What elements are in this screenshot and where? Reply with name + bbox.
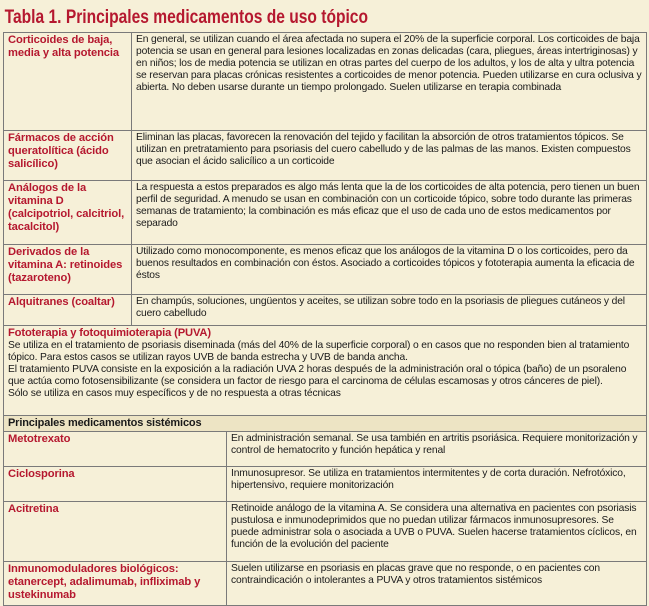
table-row (4, 416, 647, 432)
row-label-biologicos: Inmunomoduladores biológicos: etanercept, adalimumab, infliximab y ustekinumab (4, 562, 227, 606)
table-row (4, 295, 647, 326)
medications-table (3, 32, 647, 606)
row-label-vitamina-d: Análogos de la vitamina D (calcipotriol, calcitriol, tacalcitol) (4, 181, 132, 245)
row-desc-queratoliticos: Eliminan las placas, favorecen la renovación del tejido y facilitan la absorción de otros tratamientos tópicos. Se utilizan en pretratamiento para psoriasis del cuero cabelludo y de las palmas de las manos. Existen compuestos que asocian el ácido salicílico a un corticoide (132, 131, 647, 181)
systemic-section-header: Principales medicamentos sistémicos (4, 416, 647, 432)
table-row (4, 181, 647, 245)
puva-paragraph: Sólo se utiliza en casos muy específicos y de no respuesta a otras técnicas (8, 388, 341, 399)
row-label-acitretina: Acitretina (4, 502, 227, 562)
table-row (4, 562, 647, 606)
row-desc-metotrexato: En administración semanal. Se usa también en artritis psoriásica. Requiere monitorización y control de hematocrito y función hepática y renal (227, 432, 647, 467)
table-row (4, 467, 647, 502)
row-label-alquitranes: Alquitranes (coaltar) (4, 295, 132, 326)
puva-paragraph: Se utiliza en el tratamiento de psoriasis diseminada (más del 40% de la superficie corporal) o en casos que no responden bien al tratamiento tópico. Para estos casos se utilizan rayos UVB de banda estrecha y UVB de banda ancha. (8, 340, 630, 363)
row-label-queratoliticos: Fármacos de acción queratolítica (ácido salicílico) (4, 131, 132, 181)
table-row (4, 502, 647, 562)
row-desc-alquitranes: En champús, soluciones, ungüentos y aceites, se utilizan sobre todo en la psoriasis de pliegues cutáneos y del cuero cabelludo (132, 295, 647, 326)
table-row (4, 33, 647, 131)
row-desc-acitretina: Retinoide análogo de la vitamina A. Se considera una alternativa en pacientes con psoriasis pustulosa e inmunodeprimidos que no puedan utilizar fármacos inmunosupresores. Se puede administrar sola o asociada a UVB o PUVA. Suelen hacerse tratamientos cíclicos, en función de la evolución del paciente (227, 502, 647, 562)
row-label-corticoides: Corticoides de baja, media y alta potencia (4, 33, 132, 131)
row-desc-ciclosporina: Inmunosupresor. Se utiliza en tratamientos intermitentes y de corta duración. Nefrotóxico, hipertensivo, requiere monitorización (227, 467, 647, 502)
puva-paragraph: El tratamiento PUVA consiste en la exposición a la radiación UVA 2 horas después de la administración oral o tópica (baño) de un psoraleno que actúa como fotosensibilizante (se considera un factor de riesgo para el carcinoma de células escamosas y otros cánceres de piel). (8, 364, 627, 387)
table-row (4, 326, 647, 416)
row-desc-biologicos: Suelen utilizarse en psoriasis en placas grave que no responde, o en pacientes con contraindicación o intolerantes a PUVA y otros tratamientos sistémicos (227, 562, 647, 606)
table-row (4, 131, 647, 181)
puva-cell (4, 326, 647, 416)
table-row (4, 245, 647, 295)
row-label-ciclosporina: Ciclosporina (4, 467, 227, 502)
table-title: Tabla 1. Principales medicamentos de uso tópico (4, 7, 368, 28)
row-desc-retinoides: Utilizado como monocomponente, es menos eficaz que los análogos de la vitamina D o los corticoides, pero da buenos resultados en combinación con éstos. Asociado a corticoides tópicos y fototerapia aumenta la eficacia de éstos (132, 245, 647, 295)
row-desc-vitamina-d: La respuesta a estos preparados es algo más lenta que la de los corticoides de alta potencia, pero tienen un buen perfil de seguridad. A menudo se usan en combinación con un corticoide tópico, sobre todo durante las primeras semanas de tratamiento; la combinación es más eficaz que el uso de cada uno de estos medicamentos por separado (132, 181, 647, 245)
table-row (4, 432, 647, 467)
row-label-metotrexato: Metotrexato (4, 432, 227, 467)
puva-label: Fototerapia y fotoquimioterapia (PUVA) (8, 327, 211, 339)
row-desc-corticoides: En general, se utilizan cuando el área afectada no supera el 20% de la superficie corporal. Los corticoides de baja potencia se usan en general para lesiones localizadas en zonas delicadas (cara, pliegues, áreas intertriginosas) y en niños; los de media potencia se utilizan en otras partes del cuerpo de los adultos, y los de alta y ultra potencia se reservan para placas crónicas resistentes a corticoides de menor potencia. Pueden utilizarse en cura oclusiva y abierta. No deben usarse durante un tiempo prolongado. Suelen utilizarse en terapia combinada (132, 33, 647, 131)
row-label-retinoides: Derivados de la vitamina A: retinoides (tazaroteno) (4, 245, 132, 295)
